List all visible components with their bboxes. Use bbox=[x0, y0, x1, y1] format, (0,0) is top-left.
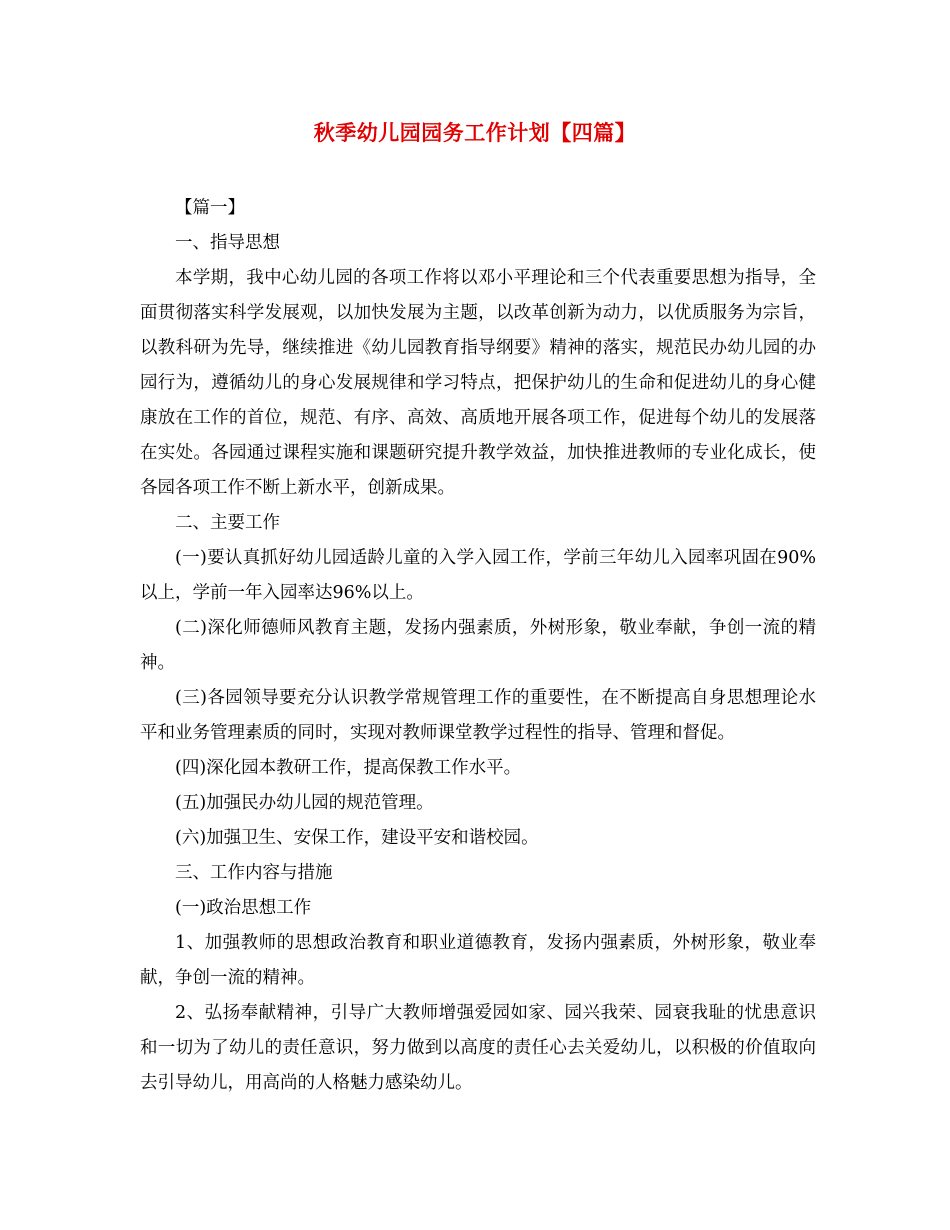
paragraph-main-work-3: (三)各园领导要充分认识教学常规管理工作的重要性，在不断提高自身思想理论水平和业务管理素质的同时，实现对教师课堂教学过程性的指导、管理和督促。 bbox=[140, 688, 816, 743]
heading-guiding-ideology: 一、指导思想 bbox=[175, 233, 280, 253]
heading-work-content-measures: 三、工作内容与措施 bbox=[175, 863, 333, 883]
paragraph-guiding-ideology: 本学期，我中心幼儿园的各项工作将以邓小平理论和三个代表重要思想为指导，全面贯彻落实科学发展观，以加快发展为主题，以改革创新为动力，以优质服务为宗旨，以教科研为先导，继续推进《幼儿园教育指导纲要》精神的落实，规范民办幼儿园的办园行为，遵循幼儿的身心发展规律和学习特点，把保护幼儿的生命和促进幼儿的身心健康放在工作的首位，规范、有序、高效、高质地开展各项工作，促进每个幼儿的发展落在实处。各园通过课程实施和课题研究提升教学效益，加快推进教师的专业化成长，使各园各项工作不断上新水平，创新成果。 bbox=[140, 268, 816, 498]
subheading-political-work: (一)政治思想工作 bbox=[175, 898, 312, 918]
paragraph-political-work-1: 1、加强教师的思想政治教育和职业道德教育，发扬内强素质，外树形象，敬业奉献，争创一流的精神。 bbox=[140, 933, 816, 988]
paragraph-main-work-6: (六)加强卫生、安保工作，建设平安和谐校园。 bbox=[175, 828, 539, 848]
section-heading-part-one: 【篇一】 bbox=[175, 198, 245, 218]
paragraph-main-work-5: (五)加强民办幼儿园的规范管理。 bbox=[175, 793, 434, 813]
document-title: 秋季幼儿园园务工作计划【四篇】 bbox=[313, 120, 637, 145]
heading-main-work: 二、主要工作 bbox=[175, 513, 280, 533]
paragraph-main-work-4: (四)深化园本教研工作，提高保教工作水平。 bbox=[175, 758, 522, 778]
paragraph-main-work-1: (一)要认真抓好幼儿园适龄儿童的入学入园工作，学前三年幼儿入园率巩固在90%以上，学前一年入园率达96%以上。 bbox=[140, 548, 816, 603]
paragraph-main-work-2: (二)深化师德师风教育主题，发扬内强素质，外树形象，敬业奉献，争创一流的精神。 bbox=[140, 618, 816, 673]
document-body bbox=[140, 191, 816, 1101]
paragraph-political-work-2: 2、弘扬奉献精神，引导广大教师增强爱园如家、园兴我荣、园衰我耻的忧患意识和一切为了幼儿的责任意识，努力做到以高度的责任心去关爱幼儿，以积极的价值取向去引导幼儿，用高尚的人格魅力感染幼儿。 bbox=[140, 1003, 816, 1093]
